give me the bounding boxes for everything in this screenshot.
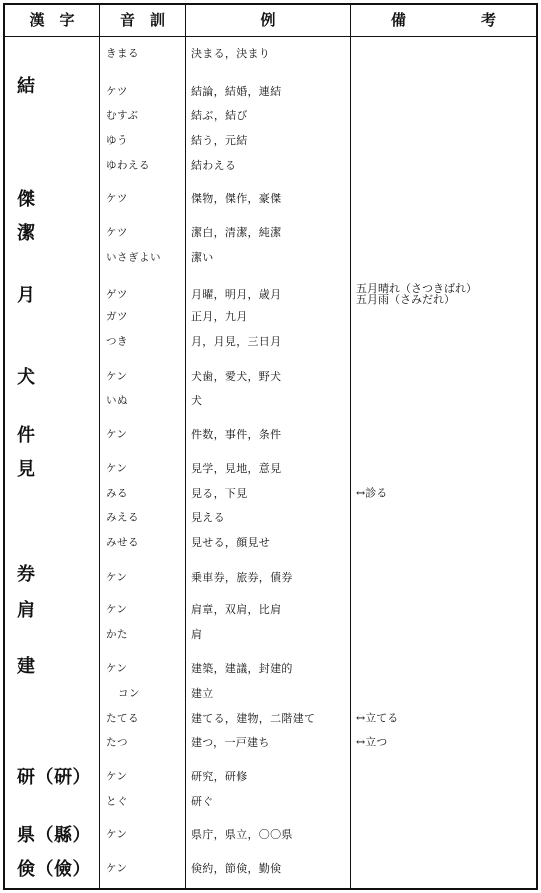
example-cell: 研究，研修 — [191, 770, 248, 783]
example-cell: 見学，見地，意見 — [191, 462, 282, 475]
example-cell: 建築，建議，封建的 — [191, 662, 293, 675]
example-cell: 結わえる — [191, 159, 237, 172]
example-cell: 研ぐ — [191, 795, 214, 808]
note-line: ↔立てる — [356, 711, 399, 725]
reading-cell: ケン — [106, 428, 128, 441]
reading-cell: みせる — [106, 536, 139, 549]
header-reading: 音 訓 — [119, 11, 165, 29]
reading-cell: ゲツ — [106, 288, 128, 301]
example-cell: 結論，結婚，連結 — [191, 85, 282, 98]
reading-cell: ケン — [106, 603, 128, 616]
column-divider — [99, 5, 100, 888]
note-line: 五月雨（さみだれ） — [356, 293, 455, 306]
example-cell: 肩 — [191, 628, 203, 641]
reading-cell: つき — [106, 335, 128, 348]
example-cell: 犬 — [191, 394, 203, 407]
notes-cell — [356, 283, 477, 305]
reading-cell: むすぶ — [106, 109, 139, 122]
kanji-cell: 県（縣） — [17, 825, 91, 846]
kanji-cell: 件 — [17, 425, 36, 446]
reading-cell: たつ — [106, 736, 128, 749]
reading-cell: ケン — [106, 770, 128, 783]
example-cell: 見える — [191, 511, 225, 524]
kanji-cell: 見 — [17, 459, 36, 480]
reading-cell: ケン — [106, 571, 128, 584]
kanji-cell: 結 — [17, 76, 36, 97]
reading-cell: ケツ — [106, 226, 128, 239]
kanji-cell: 犬 — [17, 367, 36, 388]
reading-cell: ゆわえる — [106, 159, 150, 172]
example-cell: 決まる，決まり — [191, 47, 271, 60]
note-line: 五月晴れ（さつきばれ） — [356, 282, 477, 295]
header-kanji: 漢 字 — [29, 11, 75, 29]
reading-cell: みえる — [106, 511, 139, 524]
reading-cell: コン — [118, 687, 140, 700]
example-cell: 見る，下見 — [191, 487, 248, 500]
example-cell: 建つ，一戸建ち — [191, 736, 270, 749]
header-example: 例 — [260, 11, 276, 29]
reading-cell: ケン — [106, 370, 128, 383]
note-line: ↔診る — [356, 486, 388, 500]
reading-cell: ゆう — [106, 134, 128, 147]
reading-cell: ケン — [106, 828, 128, 841]
example-cell: 件数，事件，条件 — [191, 428, 282, 441]
example-cell: 建立 — [191, 687, 214, 700]
example-cell: 結う，元結 — [191, 134, 248, 147]
example-cell: 潔白，清潔，純潔 — [191, 226, 282, 239]
example-cell: 県庁，県立，〇〇県 — [191, 828, 293, 841]
reading-cell: いぬ — [106, 394, 128, 407]
example-cell: 潔い — [191, 251, 214, 264]
kanji-cell: 券 — [17, 564, 36, 585]
example-cell: 傑物，傑作，豪傑 — [191, 192, 282, 205]
example-cell: 乗車券，旅券，債券 — [191, 571, 293, 584]
reading-cell: かた — [106, 628, 128, 641]
kanji-cell: 倹（儉） — [17, 859, 91, 880]
reading-cell: みる — [106, 487, 128, 500]
header-rule — [5, 36, 536, 37]
column-divider — [185, 5, 186, 888]
reading-cell: ケツ — [106, 192, 128, 205]
kanji-cell: 月 — [17, 285, 36, 306]
notes-cell — [356, 488, 387, 499]
reading-cell: ケン — [106, 862, 128, 875]
reading-cell: とぐ — [106, 795, 128, 808]
example-cell: 月，月見，三日月 — [191, 335, 282, 348]
reading-cell: たてる — [106, 712, 139, 725]
example-cell: 肩章，双肩，比肩 — [191, 603, 282, 616]
kanji-cell: 傑 — [17, 189, 36, 210]
example-cell: 結ぶ，結び — [191, 109, 248, 122]
kanji-cell: 肩 — [17, 600, 36, 621]
example-cell: 建てる，建物，二階建て — [191, 712, 316, 725]
reading-cell: ケン — [106, 662, 128, 675]
example-cell: 月曜，明月，歳月 — [191, 288, 282, 301]
reading-cell: ガツ — [106, 310, 128, 323]
reading-cell: ケツ — [106, 85, 128, 98]
reading-cell: いさぎよい — [106, 251, 161, 264]
note-line: ↔立つ — [356, 735, 388, 749]
column-divider — [350, 5, 351, 888]
example-cell: 正月，九月 — [191, 310, 248, 323]
kanji-cell: 研（硏） — [17, 767, 91, 788]
notes-cell — [356, 737, 387, 748]
notes-cell — [356, 713, 398, 724]
reading-cell: きまる — [106, 47, 139, 60]
header-notes: 備 考 — [390, 11, 496, 29]
example-cell: 犬歯，愛犬，野犬 — [191, 370, 282, 383]
kanji-cell: 潔 — [17, 223, 36, 244]
example-cell: 倹約，節倹，勤倹 — [191, 862, 282, 875]
kanji-reading-table — [3, 3, 538, 890]
kanji-cell: 建 — [17, 656, 36, 677]
example-cell: 見せる，顔見せ — [191, 536, 271, 549]
reading-cell: ケン — [106, 462, 128, 475]
